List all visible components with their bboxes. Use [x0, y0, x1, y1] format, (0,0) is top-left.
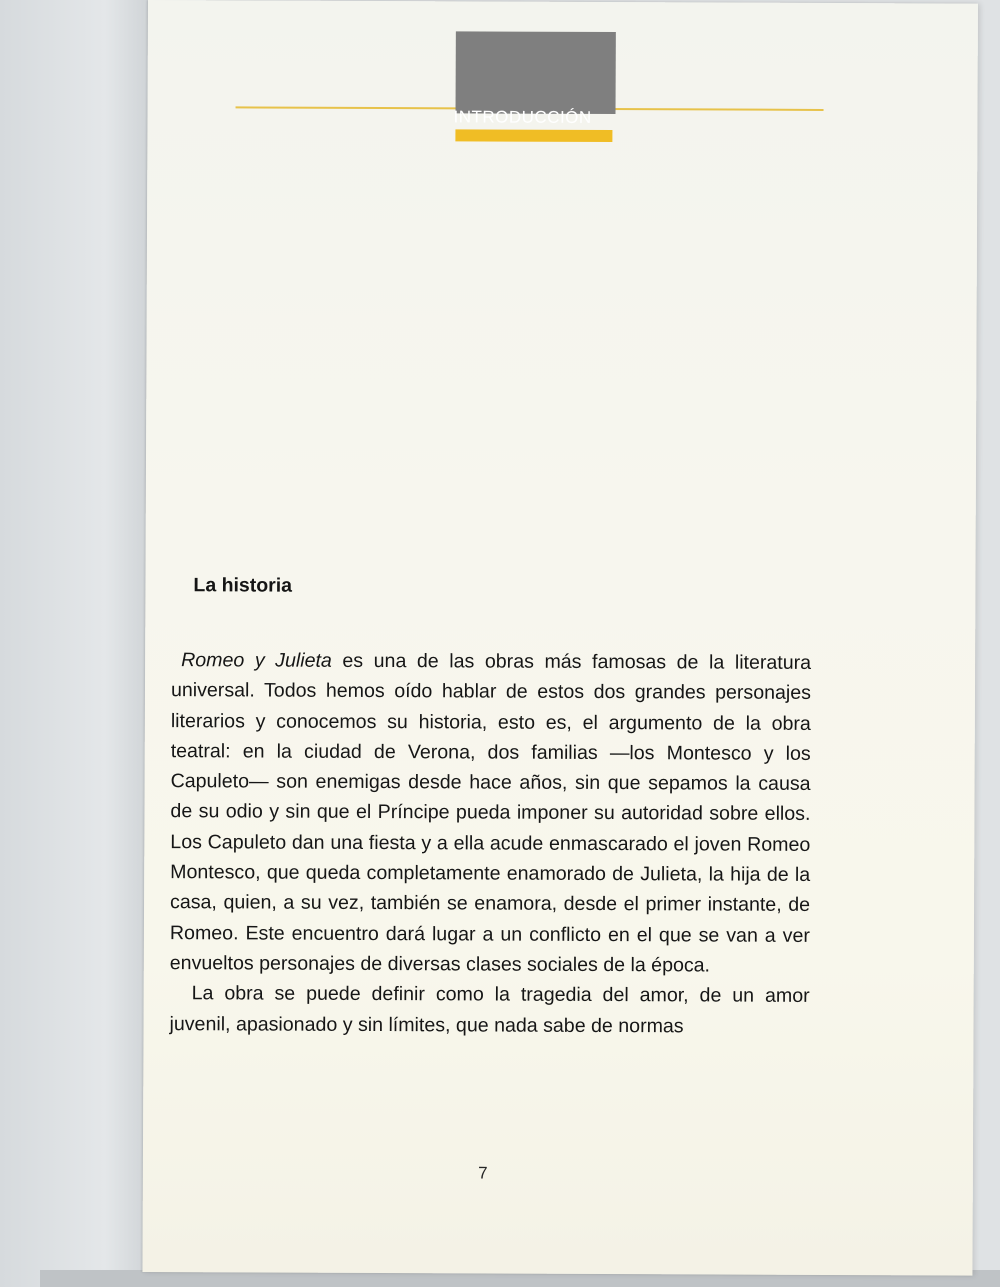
page-number: 7 [478, 1163, 488, 1183]
paragraph-1 [170, 645, 811, 981]
work-title: Romeo y Julieta [181, 649, 332, 672]
facing-page-edge [0, 0, 150, 1287]
body-text [169, 645, 811, 1042]
paragraph-2: La obra se puede definir como la tragedia del amor, de un amor juvenil, apasionado y sin límites, que nada sabe de normas [169, 982, 810, 1037]
header-yellow-bar [455, 129, 612, 142]
chapter-title: INTRODUCCIÓN [453, 107, 592, 127]
paragraph-1-text: es una de las obras más famosas de la literatura universal. Todos hemos oído hablar de estos dos grandes personajes literarios y conocemos su historia, esto es, el argumento de la obra teatral: en la ciudad de Verona, dos familias —los Montesco y los Capuleto— son enemigas desde hace años, sin que sepamos la causa de su odio y sin que el Príncipe pueda imponer su autoridad sobre ellos. Los Capuleto dan una fiesta y a ella acude enmascarado el joven Romeo Montesco, que queda completamente enamorado de Julieta, la hija de la casa, quien, a su vez, también se enamora, desde el primer instante, de Romeo. Este encuentro dará lugar a un conflicto en el que se van a ver envueltos personajes de diversas clases sociales de la época. [169, 649, 812, 977]
header-gray-tab [456, 31, 616, 114]
section-heading: La historia [193, 574, 293, 597]
book-page [142, 0, 978, 1276]
